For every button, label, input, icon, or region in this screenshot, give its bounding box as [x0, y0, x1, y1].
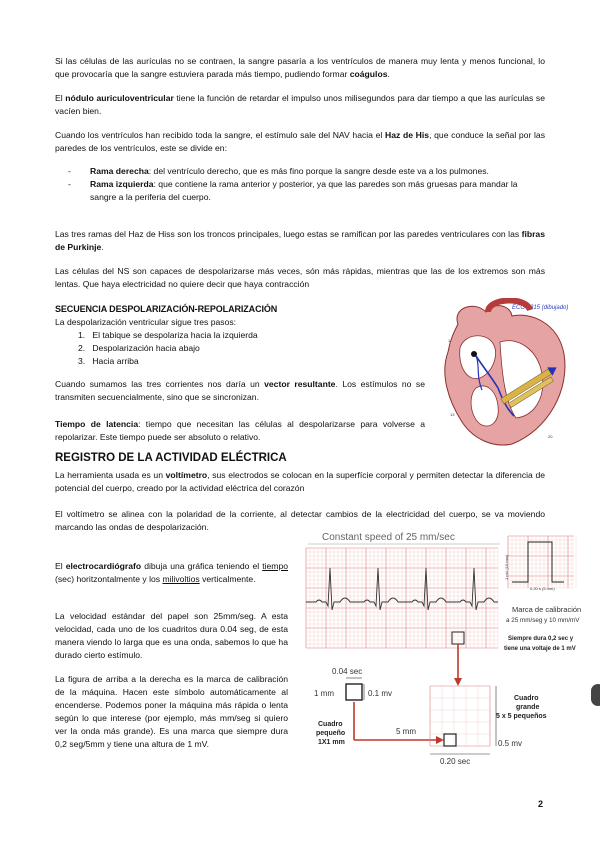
seq-step — [58, 342, 258, 355]
reg-p3-pre: El — [55, 561, 66, 571]
p4-bold: fibras de Purkinje — [55, 229, 545, 252]
p6-pre: Cuando sumamos las tres corrientes nos daría un — [55, 379, 265, 389]
page-number: 2 — [538, 799, 544, 809]
big-square-grid — [430, 686, 490, 746]
heart-caption: ECG 1815 (dibujado) — [512, 305, 569, 311]
p3-bold: Haz de His — [385, 130, 430, 140]
paragraph-coagulos — [55, 55, 545, 81]
paragraph-calibracion: La figura de arriba a la derecha es la marca de calibración de la máquina. Hacen este símbolo automáticamente al encenderse. Podemos poner la máquina más rápida o lenta según lo que interese (por ejemplo, más mm/seg si quiero ver la onda más grande). Es una marca que siempre dura 0,2 seg/5mm y tiene una altura de 1 mV. — [55, 674, 288, 749]
calib-axis: 1 mV (10 mm) — [504, 554, 509, 580]
calib-time: 0.20 s (5 mm) — [530, 586, 555, 591]
paragraph-nodulo — [55, 92, 545, 118]
step-number: 2. — [78, 343, 86, 353]
reg-p3-post: verticalmente. — [199, 574, 256, 584]
paragraph-vector — [55, 378, 425, 404]
reg-p1-post: , sus electrodos se colocan en la superfície corporal y permiten detectar la diferencia de potencial del cuerpo, creado por la actividad eléctrica del corazón — [55, 470, 545, 493]
paragraph-purkinje — [55, 228, 545, 254]
big-v: 0.5 mv — [498, 739, 523, 748]
paragraph-velocidad: La velocidad estándar del papel son 25mm/seg. A esta velocidad, cada uno de los cuadritos dura 0.04 seg, de esta manera viendo lo larga que es una onda, sabemos lo que ha durado cierto estímulo. — [55, 611, 288, 660]
big-name1: Cuadro — [514, 695, 539, 702]
p6-post: . Los estímulos no se transmiten secuencialmente, sino que se sincronizan. — [55, 379, 425, 402]
section-heading-secuencia: SECUENCIA DESPOLARIZACIÓN-REPOLARIZACIÓN — [55, 304, 278, 314]
paragraph-haz-his — [55, 129, 545, 155]
sa-node — [471, 351, 477, 357]
calib-note2: tiene una voltaje de 1 mV — [504, 646, 576, 652]
ecg-paper-figure — [300, 528, 596, 788]
p1-end: . — [387, 69, 390, 79]
seq-step — [58, 355, 258, 368]
section-title-registro: REGISTRO DE LA ACTIVIDAD ELÉCTRICA — [55, 452, 287, 464]
ecg-illustration — [300, 528, 596, 788]
p7-bold: Tiempo de latencia — [55, 419, 139, 429]
reg-p1-pre: La herramienta usada es un — [55, 470, 166, 480]
branch-title: Rama derecha — [90, 166, 149, 176]
small-v: 0.1 mv — [368, 689, 393, 698]
paragraph-ns: Las células del NS son capaces de despolarizarse más veces, són más rápidas, mientras que las de los extremos son más lentas. Que haya electricidad no quiere decir que haya contracción — [55, 266, 545, 289]
heart-conduction-figure — [430, 298, 575, 450]
heart-illustration — [430, 298, 575, 450]
p2-pre: El — [55, 93, 66, 103]
p6-bold: vector resultante — [264, 379, 336, 389]
step-number: 3. — [78, 356, 86, 366]
calibration-grid — [508, 536, 576, 588]
calib-sub: a 25 mm/seg y 10 mm/mV — [506, 617, 580, 624]
small-time: 0.04 sec — [332, 667, 363, 676]
reg-p3-mid2: (sec) horitzontalmente y los — [55, 574, 163, 584]
svg-text:20: 20 — [548, 434, 553, 439]
seq-step — [58, 329, 258, 342]
step-text: Hacia arriba — [92, 356, 139, 366]
branch-text: : del ventrículo derecho, que es más fino porque la sangre desde este va a los pulmones. — [148, 166, 489, 176]
five-mm: 5 mm — [396, 727, 416, 736]
ecg-grid — [306, 548, 498, 648]
small-h: 1 mm — [314, 689, 334, 698]
p7-post: : tiempo que necesitan las células al despolarizarse para volverse a repolarizar. Este tiempo puede ser absoluto o relativo. — [55, 419, 425, 442]
paragraph-latencia — [55, 418, 425, 444]
small-square — [346, 684, 362, 700]
big-name3: 5 x 5 pequeños — [496, 713, 547, 720]
p2-post: tiene la función de retardar el impulso unos milisegundos para dar tiempo a que las aurículas se vacíen bien. — [55, 93, 545, 116]
small-in-big — [444, 734, 456, 746]
step-number: 1. — [78, 330, 86, 340]
p1-bold: coágulos — [349, 69, 388, 79]
svg-text:1: 1 — [448, 338, 451, 343]
step-text: Despolarización hacia abajo — [92, 343, 200, 353]
paragraph-voltimetro — [55, 469, 545, 495]
calib-title: Marca de calibración — [512, 605, 582, 614]
seq-intro: La despolarización ventricular sigue tres pasos: — [55, 317, 237, 327]
branch-list — [60, 165, 545, 204]
p4-post: . — [101, 242, 104, 252]
page-edge-tab — [591, 684, 600, 706]
branch-text: : que contiene la rama anterior y posterior, ya que las paredes son más gruesas para mandar la sangre a la periferia del cuerpo. — [90, 179, 518, 202]
calib-note1: Siempre dura 0,2 sec y — [508, 636, 574, 642]
branch-item-derecha — [60, 165, 545, 178]
svg-text:13: 13 — [450, 412, 455, 417]
reg-p3-milivoltios: milivoltios — [162, 574, 200, 584]
branch-title: Rama izquierda — [90, 179, 154, 189]
big-name2: grande — [516, 704, 540, 711]
small-name2: pequeño — [316, 730, 346, 737]
reg-p3-mid1: dibuja una gráfica teniendo el — [141, 561, 263, 571]
p2-bold: nódulo auriculoventricular — [65, 93, 174, 103]
reg-p3-bold: electrocardiógrafo — [65, 561, 142, 571]
step-text: El tabique se despolariza hacia la izquierda — [92, 330, 258, 340]
paragraph-alinea: El voltímetro se alinea con la polaridad de la corriente, al detectar cambios de la electricidad del cuerpo, se va moviendo marcando las ondas de despolarización. — [55, 509, 545, 532]
small-name3: 1X1 mm — [318, 739, 345, 746]
p1-text: Si las células de las aurículas no se contraen, la sangre pasaría a los ventrículos de manera muy lenta y menos funcional, lo que provocaría que la sangre estuviera parada más tiempo, pudiendo formar — [55, 56, 545, 79]
seq-steps — [58, 329, 258, 368]
list-marker: - — [68, 166, 71, 176]
big-time: 0.20 sec — [440, 757, 471, 766]
p4-pre: Las tres ramas del Haz de Hiss son los troncos principales, luego estas se ramifican por las paredes ventriculares con las — [55, 229, 522, 239]
list-marker: - — [68, 179, 71, 189]
p3-post: , que conduce la señal por las paredes de los ventrículos, este se divide en: — [55, 130, 545, 153]
reg-p3-tiempo: tiempo — [262, 561, 289, 571]
reg-p1-bold: voltímetro — [165, 470, 208, 480]
small-name1: Cuadro — [318, 721, 343, 728]
p3-pre: Cuando los ventrículos han recibido toda la sangre, el estímulo sale del NAV hacia el — [55, 130, 386, 140]
branch-item-izquierda — [60, 178, 545, 204]
paragraph-electrocardiografo — [55, 560, 288, 586]
speed-label: Constant speed of 25 mm/sec — [322, 532, 455, 543]
